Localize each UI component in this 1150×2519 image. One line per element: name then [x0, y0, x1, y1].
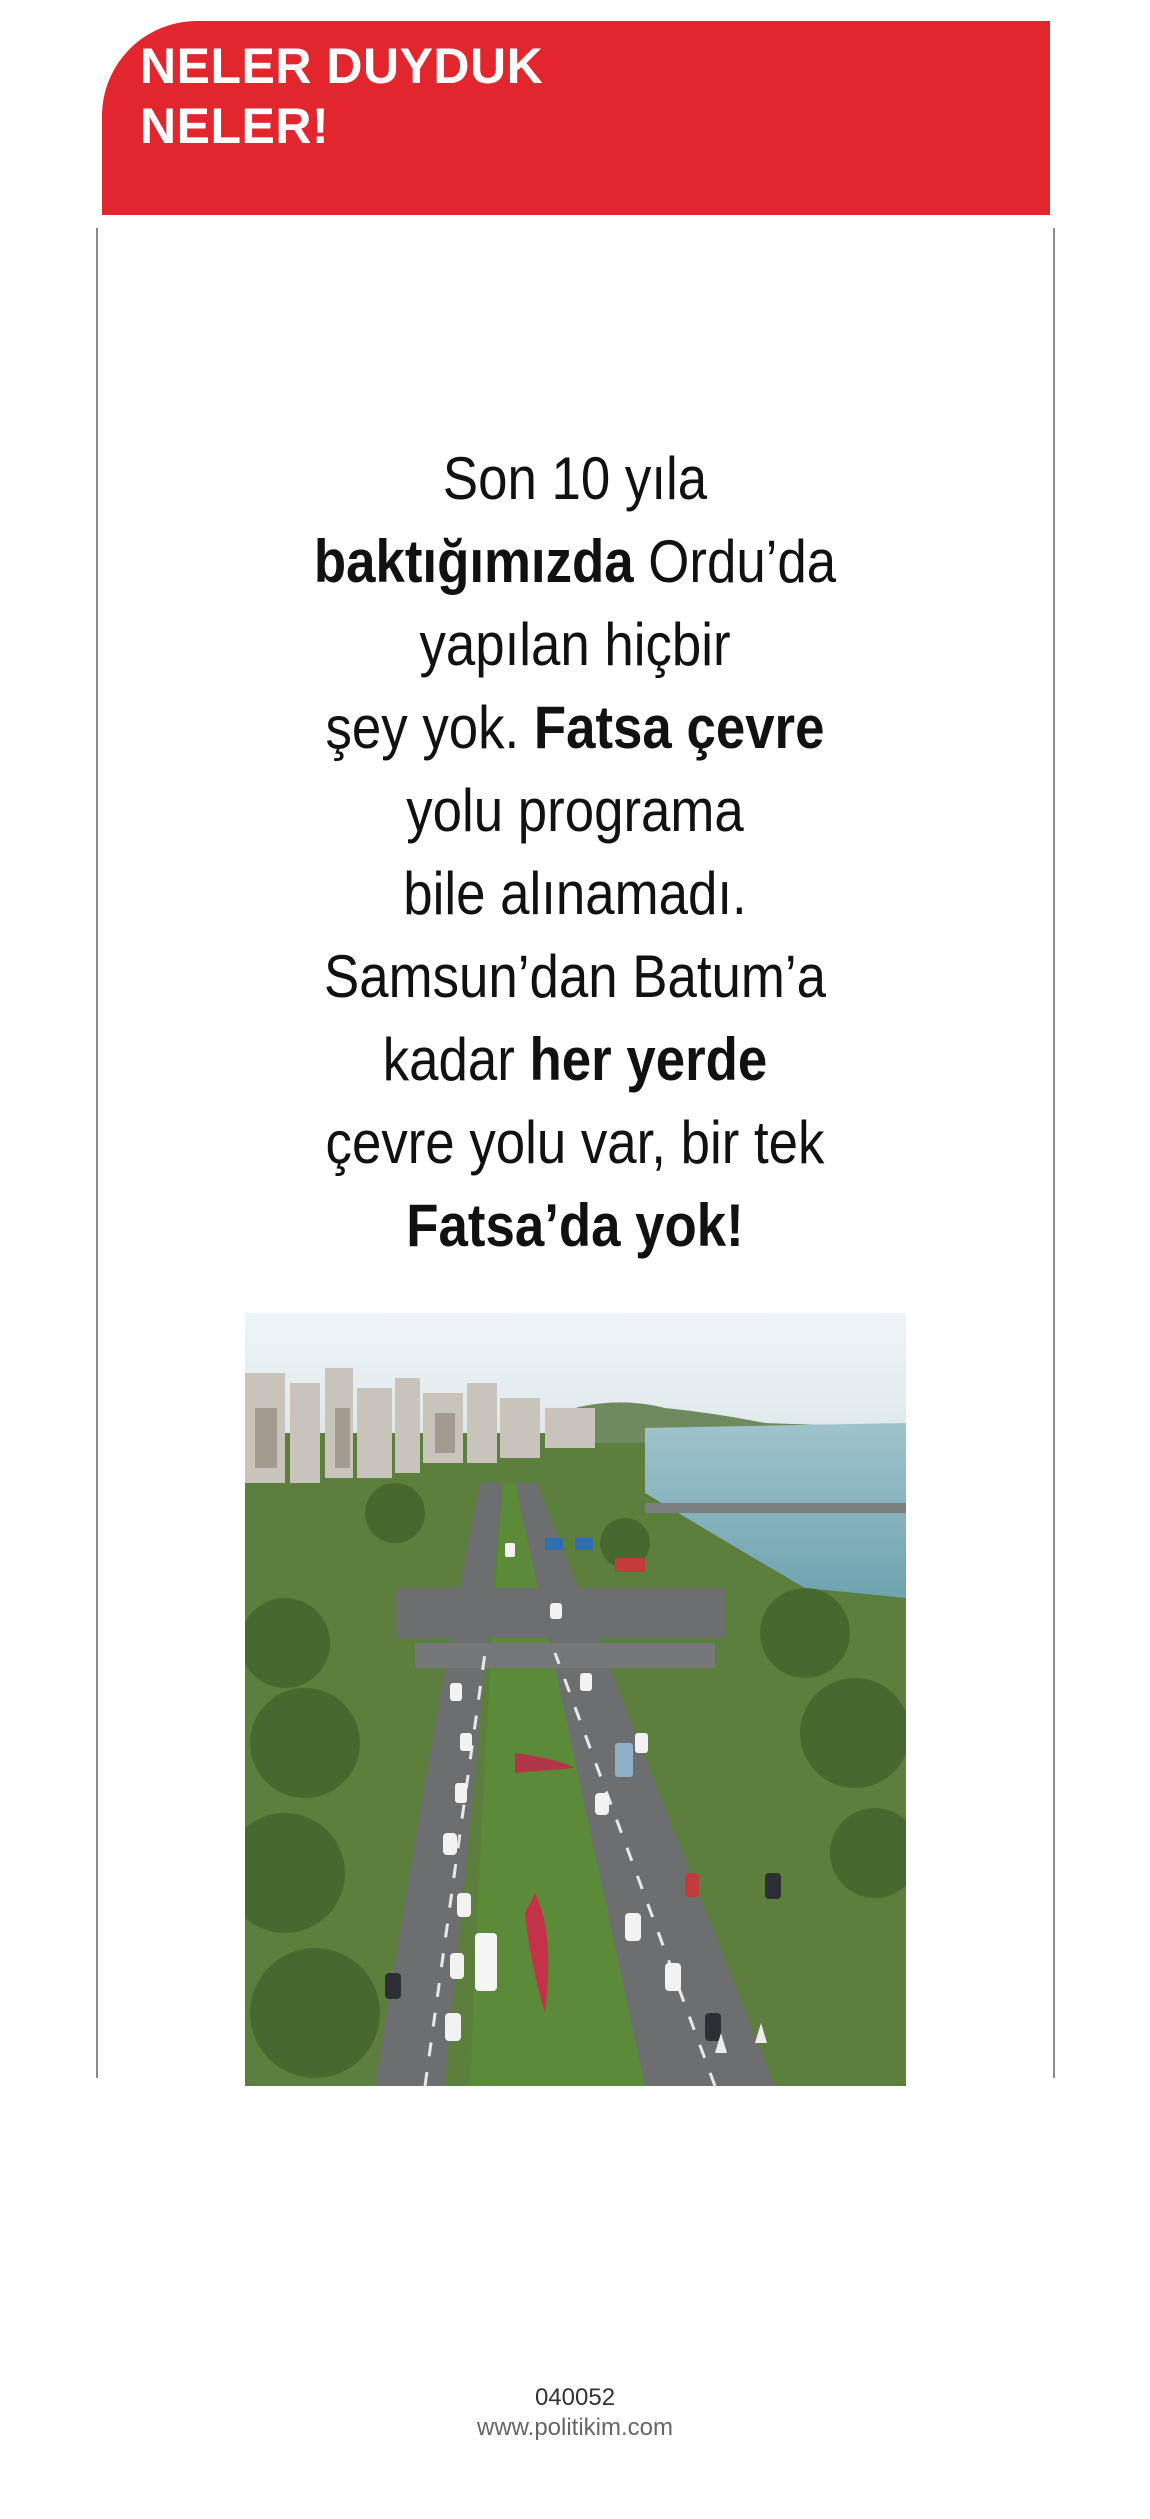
- quote-line-4-run-2: Fatsa çevre: [533, 694, 825, 761]
- photo-illustration: [245, 1313, 906, 2086]
- aerial-coastal-road-photo: [245, 1313, 906, 2086]
- quote-line-1-run-1: Son 10 yıla: [442, 445, 708, 512]
- right-border-rule: [1053, 228, 1055, 2078]
- quote-line-6: [223, 852, 927, 935]
- quote-line-2-run-1: baktığımızda: [313, 528, 634, 595]
- quote-line-10: [223, 1184, 927, 1267]
- banner-title-line-1: NELER DUYDUK: [140, 38, 544, 94]
- footer-code: 040052: [534, 2384, 616, 2411]
- quote-line-9: [223, 1101, 927, 1184]
- quote-line-6-run-1: bile alınamadı.: [403, 860, 747, 927]
- quote-line-2-run-2: Ordu’da: [633, 528, 837, 595]
- banner-title: [140, 36, 740, 156]
- quote-text: [223, 437, 927, 1267]
- quote-line-3: [223, 603, 927, 686]
- quote-line-1: [223, 437, 927, 520]
- quote-line-7: [223, 935, 927, 1018]
- quote-line-2: [223, 520, 927, 603]
- quote-line-8-run-1: kadar: [382, 1026, 530, 1093]
- quote-line-3-run-1: yapılan hiçbir: [419, 611, 731, 678]
- quote-line-8: [223, 1018, 927, 1101]
- quote-line-8-run-2: her yerde: [529, 1026, 768, 1093]
- footer-url: www.politikim.com: [476, 2414, 674, 2441]
- quote-line-4-run-1: şey yok.: [325, 694, 534, 761]
- quote-line-4: [223, 686, 927, 769]
- quote-line-5-run-1: yolu programa: [406, 777, 744, 844]
- quote-line-9-run-1: çevre yolu var, bir tek: [325, 1109, 825, 1176]
- quote-line-10-run-1: Fatsa’da yok!: [406, 1192, 744, 1259]
- banner-title-line-2: NELER!: [140, 98, 330, 154]
- quote-line-7-run-1: Samsun’dan Batum’a: [324, 943, 826, 1010]
- quote-line-5: [223, 769, 927, 852]
- left-border-rule: [96, 228, 98, 2078]
